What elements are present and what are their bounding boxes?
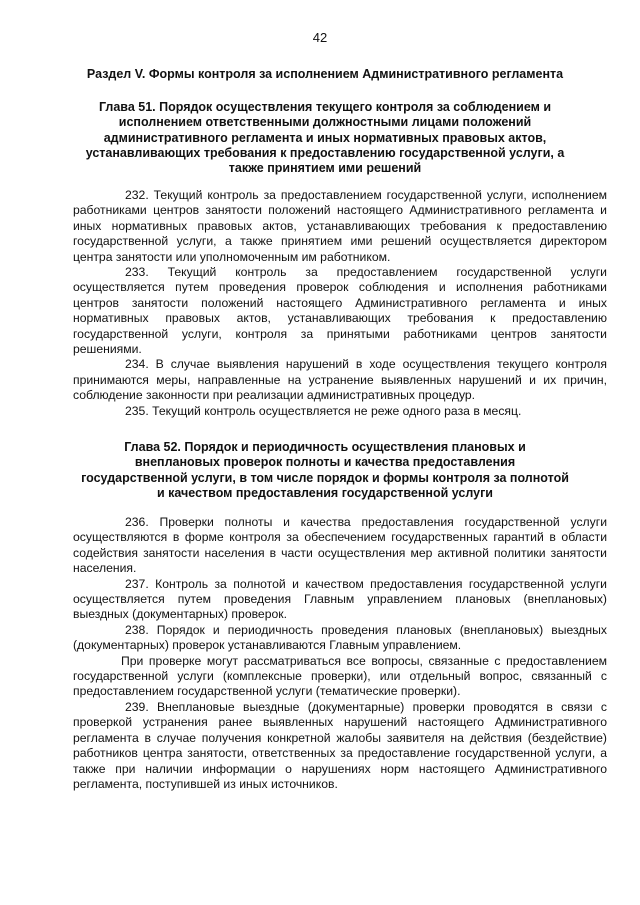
paragraph-234: 234. В случае выявления нарушений в ходе осуществления текущего контроля принимаются меры, направленные на устранение выявленных нарушений и их причин, соблюдение законности при реализации административных процедур.	[73, 357, 607, 403]
paragraph-233: 233. Текущий контроль за предоставлением государственной услуги осуществляется путем проведения проверок соблюдения и исполнения работниками центров занятости положений настоящего Административного регламента и иных нормативных правовых актов, устанавливающих требования к предоставлению государственной услуги, контроля за принятыми работниками центров занятости решениями.	[73, 265, 607, 357]
chapter-51-heading: Глава 51. Порядок осуществления текущего контроля за соблюдением и исполнением ответственными должностными лицами положений административного регламента и иных нормативных правовых актов, устанавливающих требования к предоставлению государственной услуги, а также принятием ими решений	[85, 100, 565, 176]
paragraph-238-continued: При проверке могут рассматриваться все вопросы, связанные с предоставлением государственной услуги (комплексные проверки), или отдельный вопрос, связанный с предоставлением государственной услуги (тематические проверки).	[73, 653, 607, 699]
paragraph-239: 239. Внеплановые выездные (документарные) проверки проводятся в связи с проверкой устранения ранее выявленных нарушений настоящего Административного регламента в случае получения конкретной жалобы заявителя на действия (бездействие) работников центра занятости, ответственных за предоставление государственной услуги, а также при наличии информации о нарушениях норм настоящего Административного регламента, поступившей из иных источников.	[73, 699, 607, 791]
chapter-52-heading: Глава 52. Порядок и периодичность осуществления плановых и внеплановых проверок полноты и качества предоставления государственной услуги, в том числе порядок и формы контроля за полнотой и качеством предоставления государственной услуги	[81, 440, 569, 500]
paragraph-232: 232. Текущий контроль за предоставлением государственной услуги, исполнением работниками центров занятости положений настоящего Административного регламента и иных нормативных правовых актов, устанавливающих требования к предоставлению государственной услуги, а также принятием ими решений осуществляется директором центра занятости или уполномоченным им работником.	[73, 188, 607, 264]
chapter-51-body	[73, 188, 607, 419]
paragraph-235: 235. Текущий контроль осуществляется не реже одного раза в месяц.	[125, 403, 522, 418]
paragraph-236: 236. Проверки полноты и качества предоставления государственной услуги осуществляются в форме контроля за обеспечением государственных гарантий в области содействия занятости населения в части осуществления мер активной политики занятости населения.	[73, 515, 607, 576]
section-title: Раздел V. Формы контроля за исполнением Административного регламента	[86, 67, 564, 81]
page-number: 42	[312, 30, 328, 45]
paragraph-237: 237. Контроль за полнотой и качеством предоставления государственной услуги осуществляется путем проведения Главным управлением плановых (внеплановых) выездных (документарных) проверок.	[73, 576, 607, 622]
paragraph-238: 238. Порядок и периодичность проведения плановых (внеплановых) выездных (документарных) проверок устанавливаются Главным управлением.	[73, 622, 607, 653]
chapter-52-body	[73, 515, 607, 792]
